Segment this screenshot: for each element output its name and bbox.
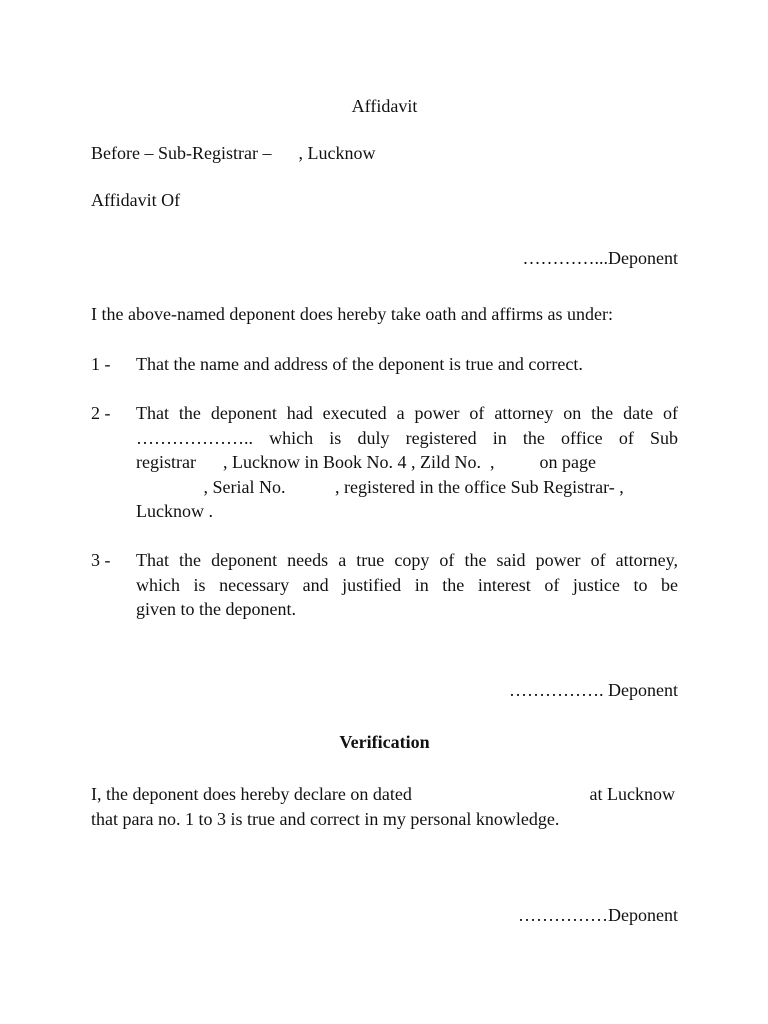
deponent-signature-middle: ……………. Deponent: [509, 680, 678, 700]
deponent-signature-top: …………...Deponent: [522, 248, 678, 268]
verification-line-1: [91, 782, 678, 806]
paragraph-number: 3 -: [91, 550, 111, 570]
verification-line-2: that para no. 1 to 3 is true and correct in my personal knowledge.: [91, 809, 560, 829]
paragraph-line: That the name and address of the deponent is true and correct.: [136, 354, 583, 374]
intro-statement: I the above-named deponent does hereby take oath and affirms as under:: [91, 304, 613, 324]
paragraph-line: ……………….. which is duly registered in the office of Sub: [136, 427, 678, 448]
paragraph-body: [136, 401, 678, 524]
paragraph-line: which is necessary and justified in the interest of justice to be: [136, 574, 678, 595]
document-title: Affidavit: [351, 96, 418, 116]
verification-text-left: I, the deponent does hereby declare on dated: [91, 784, 412, 804]
verification-place: at Lucknow: [589, 784, 675, 804]
paragraph-line: registrar , Lucknow in Book No. 4 , Zild No. , on page: [136, 452, 596, 472]
paragraph-number: 1 -: [91, 354, 111, 374]
paragraph-2: [91, 401, 678, 524]
paragraph-1: [91, 352, 678, 377]
paragraph-line: That the deponent needs a true copy of the said power of attorney,: [136, 550, 678, 570]
paragraph-3: [91, 548, 678, 622]
before-line: Before – Sub-Registrar – , Lucknow: [91, 143, 376, 163]
affidavit-of-label: Affidavit Of: [91, 190, 181, 210]
paragraph-line: given to the deponent.: [136, 599, 296, 619]
paragraph-line: , Serial No. , registered in the office Sub Registrar- ,: [136, 476, 624, 497]
paragraph-line: That the deponent had executed a power of attorney on the date of: [136, 403, 678, 423]
verification-heading: Verification: [339, 732, 430, 752]
paragraph-body: [136, 548, 678, 622]
deponent-signature-bottom: ……………Deponent: [518, 905, 678, 925]
paragraph-number: 2 -: [91, 403, 111, 423]
paragraph-line: Lucknow .: [136, 501, 213, 521]
paragraph-body: [136, 352, 678, 377]
